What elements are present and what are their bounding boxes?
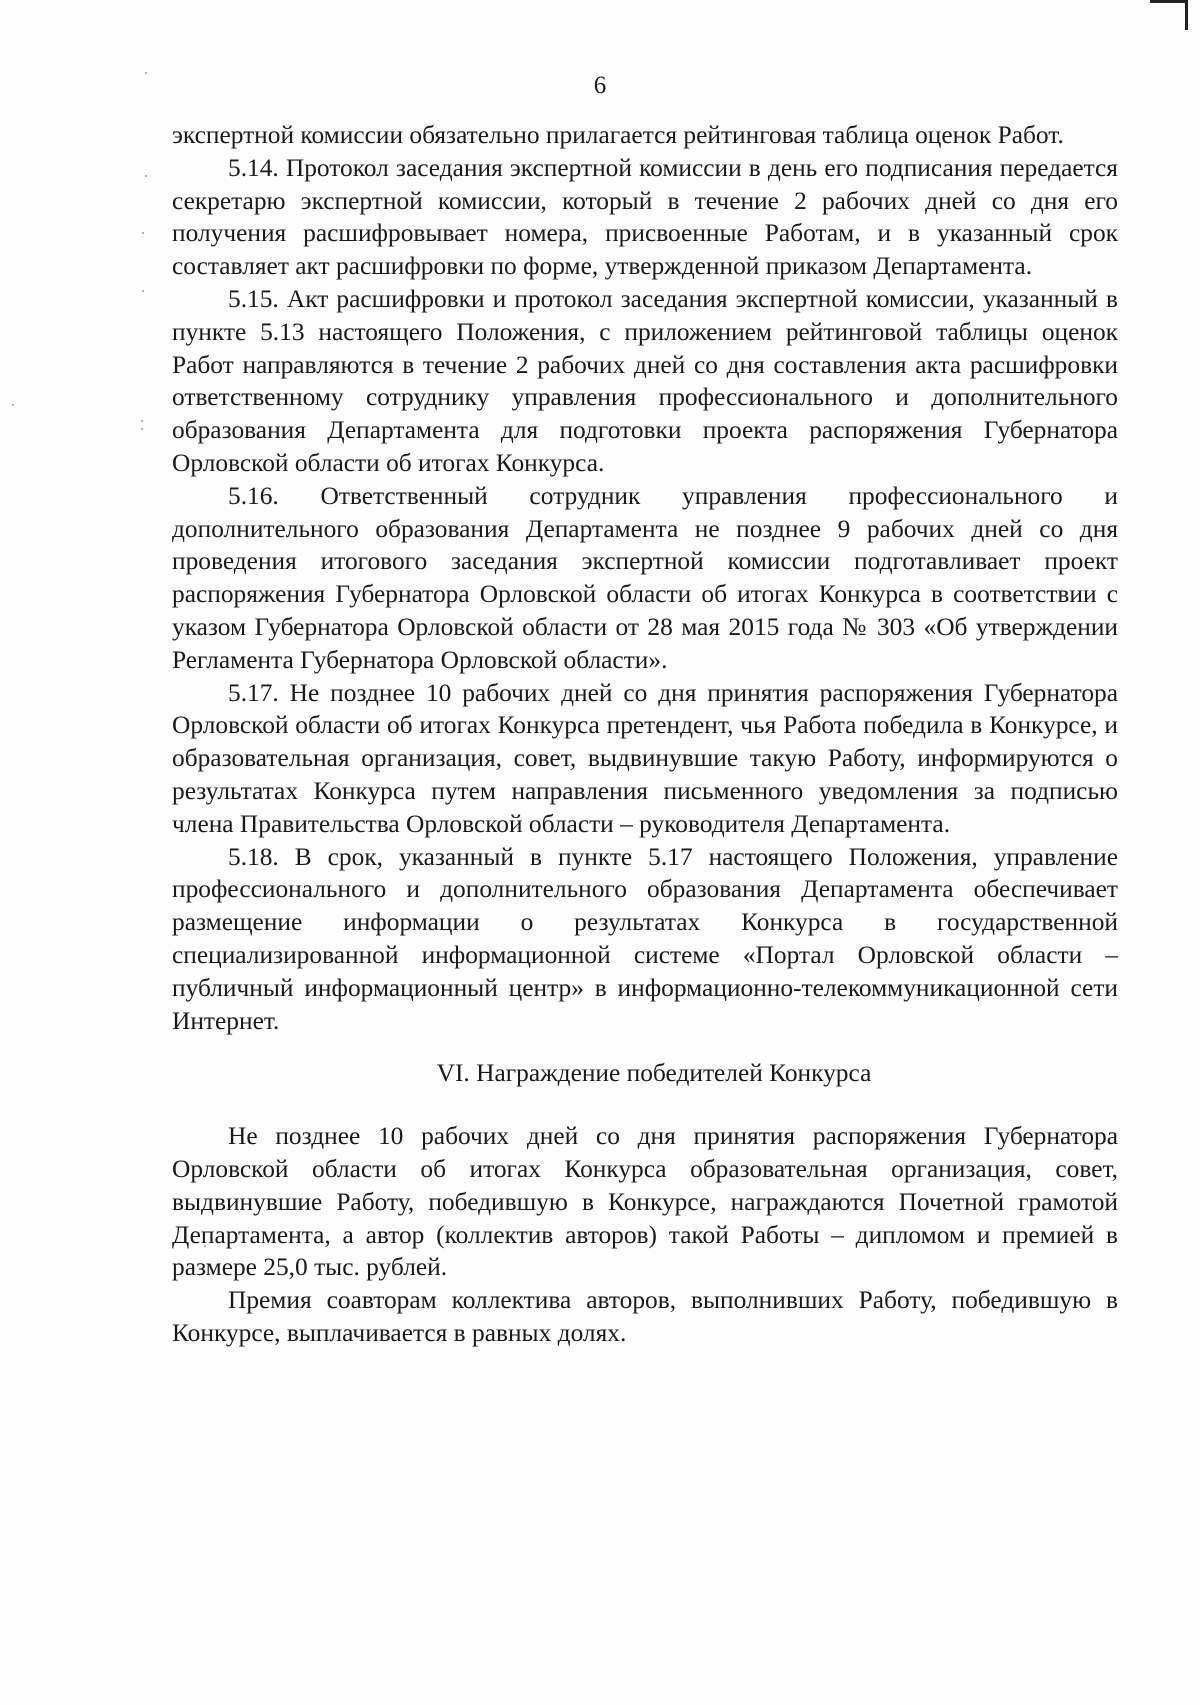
- scan-dot: [142, 232, 144, 234]
- scan-dot: [12, 404, 14, 406]
- paragraph-5-15: 5.15. Акт расшифровки и протокол заседания экспертной комиссии, указанный в пункте 5.13 настоящего Положения, с приложением рейтинговой таблицы оценок Работ направляются в течение 2 рабочих дней со дня составления акта расшифровки ответственному сотруднику управления профессионального и дополнительного образования Департамента для подготовки проекта распоряжения Губернатора Орловской области об итогах Конкурса.: [172, 284, 1118, 477]
- scan-corner-mark-vertical: [1185, 0, 1188, 30]
- scan-dot: [141, 428, 143, 430]
- body-text: [172, 119, 1118, 1350]
- page-number: 6: [593, 72, 607, 99]
- paragraph-5-14: 5.14. Протокол заседания экспертной комиссии в день его подписания передается секретарю экспертной комиссии, который в течение 2 рабочих дней со дня его получения расшифровывает номера, присвоенные Работам, и в указанный срок составляет акт расшифровки по форме, утвержденной приказом Департамента.: [172, 153, 1118, 281]
- paragraph-5-18: 5.18. В срок, указанный в пункте 5.17 настоящего Положения, управление профессионального и дополнительного образования Департамента обеспечивает размещение информации о результатах Конкурса в государственной специализированной информационной системе «Портал Орловской области – публичный информационный центр» в информационно-телекоммуникационной сети Интернет.: [172, 842, 1118, 1035]
- scan-corner-mark: [1150, 0, 1188, 3]
- paragraph-5-17: 5.17. Не позднее 10 рабочих дней со дня принятия распоряжения Губернатора Орловской области об итогах Конкурса претендент, чья Работа победила в Конкурсе, и образовательная организация, совет, выдвинувшие такую Работу, информируются о результатах Конкурса путем направления письменного уведомления за подписью члена Правительства Орловской области – руководителя Департамента.: [172, 678, 1118, 838]
- paragraph-prize-split: Премия соавторам коллектива авторов, выполнивших Работу, победившую в Конкурсе, выплачивается в равных долях.: [172, 1286, 1118, 1347]
- paragraph-continuation: экспертной комиссии обязательно прилагается рейтинговая таблица оценок Работ.: [172, 121, 1064, 149]
- paragraph-award: Не позднее 10 рабочих дней со дня принятия распоряжения Губернатора Орловской области об итогах Конкурса образовательная организация, совет, выдвинувшие Работу, победившую в Конкурсе, награждаются Почетной грамотой Департамента, а автор (коллектив авторов) такой Работы – дипломом и премией в размере 25,0 тыс. рублей.: [172, 1122, 1118, 1282]
- scan-dot: [142, 290, 144, 292]
- section-title: VI. Награждение победителей Конкурса: [436, 1059, 872, 1088]
- paragraph-5-16: 5.16. Ответственный сотрудник управления профессионального и дополнительного образования Департамента не позднее 9 рабочих дней со дня проведения итогового заседания экспертной комиссии подготавливает проект распоряжения Губернатора Орловской области об итогах Конкурса в соответствии с указом Губернатора Орловской области от 28 мая 2015 года № 303 «Об утверждении Регламента Губернатора Орловской области».: [172, 481, 1118, 674]
- scan-dot: [145, 175, 147, 177]
- scan-dot: [141, 420, 143, 422]
